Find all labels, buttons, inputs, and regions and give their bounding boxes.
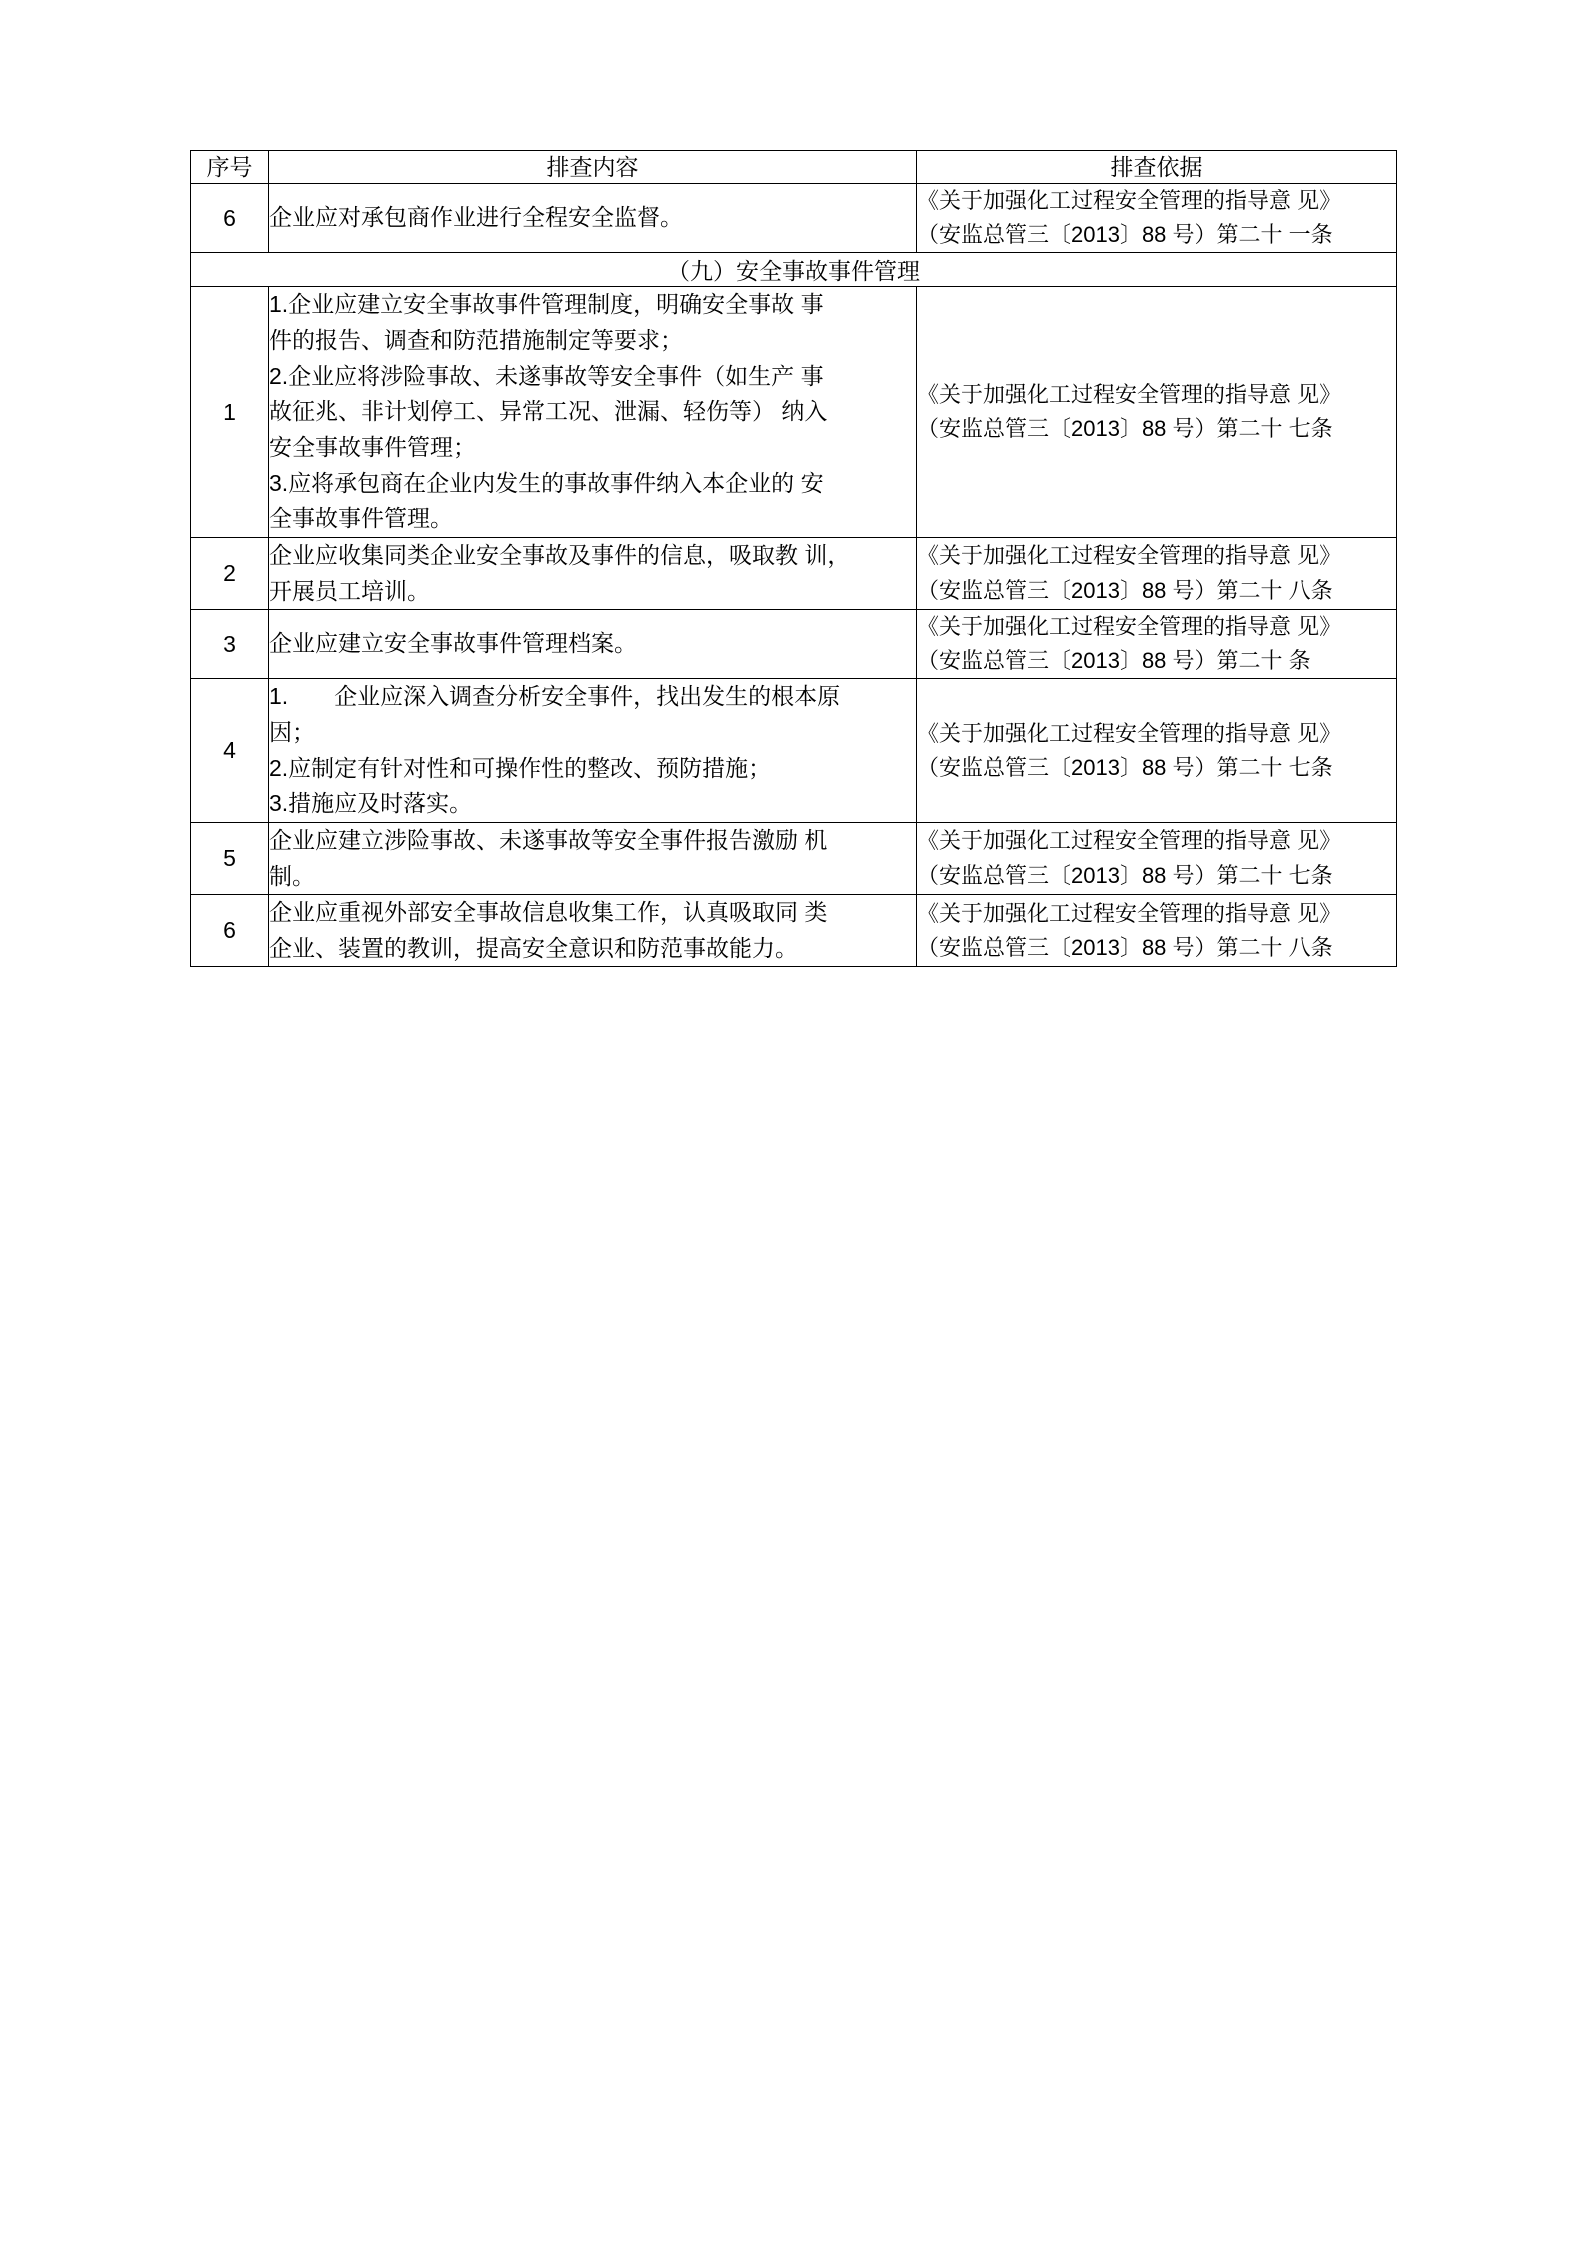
row-number: 3 [191,610,269,679]
basis-line-2: （安监总管三〔2013〕88 号）第二十 八条 [917,577,1333,603]
row-basis [917,822,1397,894]
row-number: 6 [191,895,269,967]
basis-line-2: （安监总管三〔2013〕88 号）第二十 八条 [917,934,1333,960]
content-line: 企业应对承包商作业进行全程安全监督。 [269,204,683,231]
basis-line-1: 《关于加强化工过程安全管理的指导意 见》 [917,382,1342,408]
basis-line-2: （安监总管三〔2013〕88 号）第二十 七条 [917,862,1333,888]
row-basis [917,287,1397,537]
table-row [191,822,1397,894]
basis-line-2: （安监总管三〔2013〕88 号）第二十 一条 [917,222,1333,248]
content-line: 制。 [269,862,315,889]
row-number: 2 [191,537,269,609]
column-header-content: 排查内容 [269,151,917,184]
content-line: 全事故事件管理。 [269,505,453,532]
basis-line-1: 《关于加强化工过程安全管理的指导意 见》 [917,543,1342,569]
content-line: 1. 企业应深入调查分析安全事件，找出发生的根本原 [269,683,841,710]
row-number: 5 [191,822,269,894]
row-basis [917,184,1397,253]
table-row [191,184,1397,253]
row-basis [917,679,1397,823]
table-row [191,610,1397,679]
content-line: 3.应将承包商在企业内发生的事故事件纳入本企业的 安 [269,469,824,496]
row-basis [917,610,1397,679]
row-content [269,287,917,537]
row-basis [917,537,1397,609]
content-line: 开展员工培训。 [269,577,430,604]
basis-line-2: （安监总管三〔2013〕88 号）第二十 条 [917,648,1311,674]
section-title-row [191,253,1397,287]
content-line: 企业应收集同类企业安全事故及事件的信息，吸取教 训， [269,541,851,568]
row-content [269,895,917,967]
basis-line-2: （安监总管三〔2013〕88 号）第二十 七条 [917,416,1333,442]
row-number: 1 [191,287,269,537]
content-line: 1.企业应建立安全事故事件管理制度，明确安全事故 事 [269,291,824,318]
row-content [269,537,917,609]
content-line: 企业、装置的教训，提高安全意识和防范事故能力。 [269,934,798,961]
row-content [269,184,917,253]
basis-line-1: 《关于加强化工过程安全管理的指导意 见》 [917,720,1342,746]
content-line: 安全事故事件管理； [269,433,476,460]
row-content [269,822,917,894]
row-number: 4 [191,679,269,823]
content-line: 企业应建立安全事故事件管理档案。 [269,630,637,657]
basis-line-1: 《关于加强化工过程安全管理的指导意 见》 [917,614,1342,640]
content-line: 3.措施应及时落实。 [269,790,473,817]
content-line: 2.企业应将涉险事故、未遂事故等安全事件（如生产 事 [269,362,824,389]
basis-line-1: 《关于加强化工过程安全管理的指导意 见》 [917,828,1342,854]
safety-checklist-table [190,150,1397,967]
content-line: 企业应重视外部安全事故信息收集工作，认真吸取同 类 [269,899,828,926]
row-content [269,610,917,679]
column-header-basis: 排查依据 [917,151,1397,184]
content-line: 故征兆、非计划停工、异常工况、泄漏、轻伤等） 纳入 [269,398,828,425]
row-number: 6 [191,184,269,253]
table-row [191,287,1397,537]
section-title: （九）安全事故事件管理 [191,253,1397,287]
basis-line-2: （安监总管三〔2013〕88 号）第二十 七条 [917,754,1333,780]
row-basis [917,895,1397,967]
row-content [269,679,917,823]
content-line: 2.应制定有针对性和可操作性的整改、预防措施； [269,754,772,781]
content-line: 因； [269,718,315,745]
table-header-row [191,151,1397,184]
content-line: 企业应建立涉险事故、未遂事故等安全事件报告激励 机 [269,826,828,853]
column-header-no: 序号 [191,151,269,184]
basis-line-1: 《关于加强化工过程安全管理的指导意 见》 [917,188,1342,214]
table-row [191,679,1397,823]
table-row [191,537,1397,609]
basis-line-1: 《关于加强化工过程安全管理的指导意 见》 [917,900,1342,926]
table-row [191,895,1397,967]
content-line: 件的报告、调查和防范措施制定等要求； [269,327,683,354]
